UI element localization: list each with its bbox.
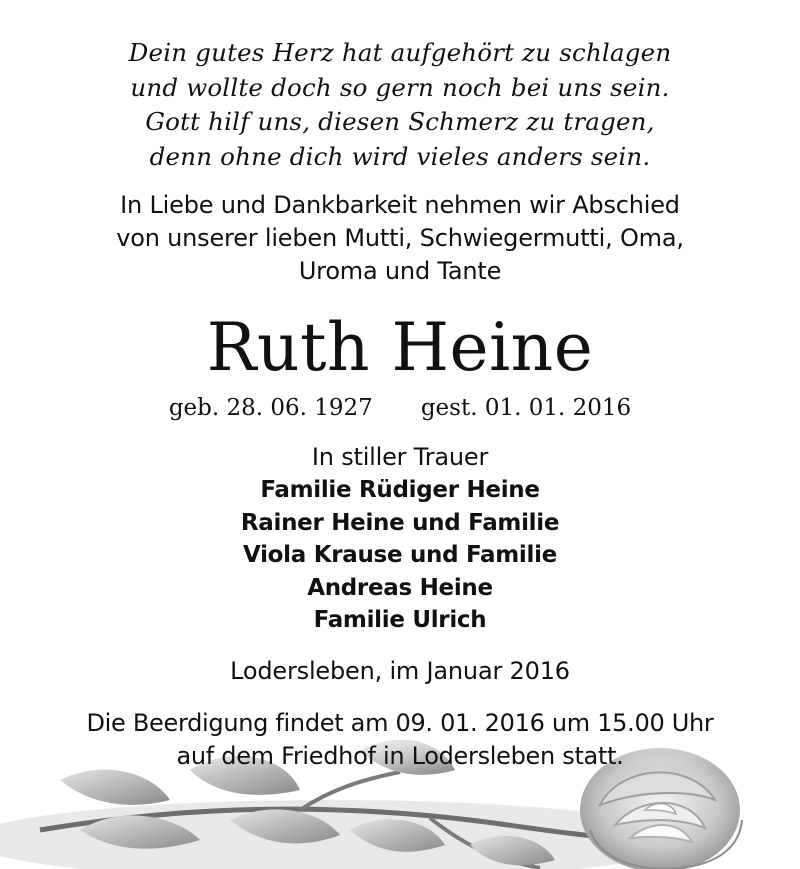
memorial-verse <box>0 36 800 174</box>
birth-date: geb. 28. 06. 1927 <box>168 395 373 421</box>
life-dates <box>0 390 800 426</box>
farewell-intro <box>0 189 800 288</box>
mourning-heading: In stiller Trauer <box>311 443 489 471</box>
mourner-entry: Familie Ulrich <box>313 607 487 633</box>
leaf <box>60 770 170 805</box>
deceased-name: Ruth Heine <box>206 309 594 386</box>
verse-line: denn ohne dich wird vieles anders sein. <box>149 141 651 171</box>
mourner-entry: Viola Krause und Familie <box>243 542 557 568</box>
intro-line: von unserer lieben Mutti, Schwiegermutti, Oma, <box>116 224 684 252</box>
mourner-entry: Andreas Heine <box>307 574 493 601</box>
place-and-date: Lodersleben, im Januar 2016 <box>230 657 570 685</box>
death-date: gest. 01. 01. 2016 <box>420 395 632 421</box>
funeral-announcement <box>0 707 800 773</box>
intro-line: Uroma und Tante <box>298 257 502 285</box>
verse-line: und wollte doch so gern noch bei uns sein. <box>130 72 670 102</box>
verse-line: Gott hilf uns, diesen Schmerz zu tragen, <box>145 107 655 136</box>
funeral-line: auf dem Friedhof in Lodersleben statt. <box>176 742 624 770</box>
mourners-list <box>0 474 800 637</box>
intro-line: In Liebe und Dankbarkeit nehmen wir Abschied <box>120 191 680 219</box>
mourner-entry: Rainer Heine und Familie <box>240 509 560 536</box>
mourner-entry: Familie Rüdiger Heine <box>260 477 540 503</box>
verse-line: Dein gutes Herz hat aufgehört zu schlagen <box>128 38 672 67</box>
funeral-line: Die Beerdigung findet am 09. 01. 2016 um 15.00 Uhr <box>86 709 714 737</box>
